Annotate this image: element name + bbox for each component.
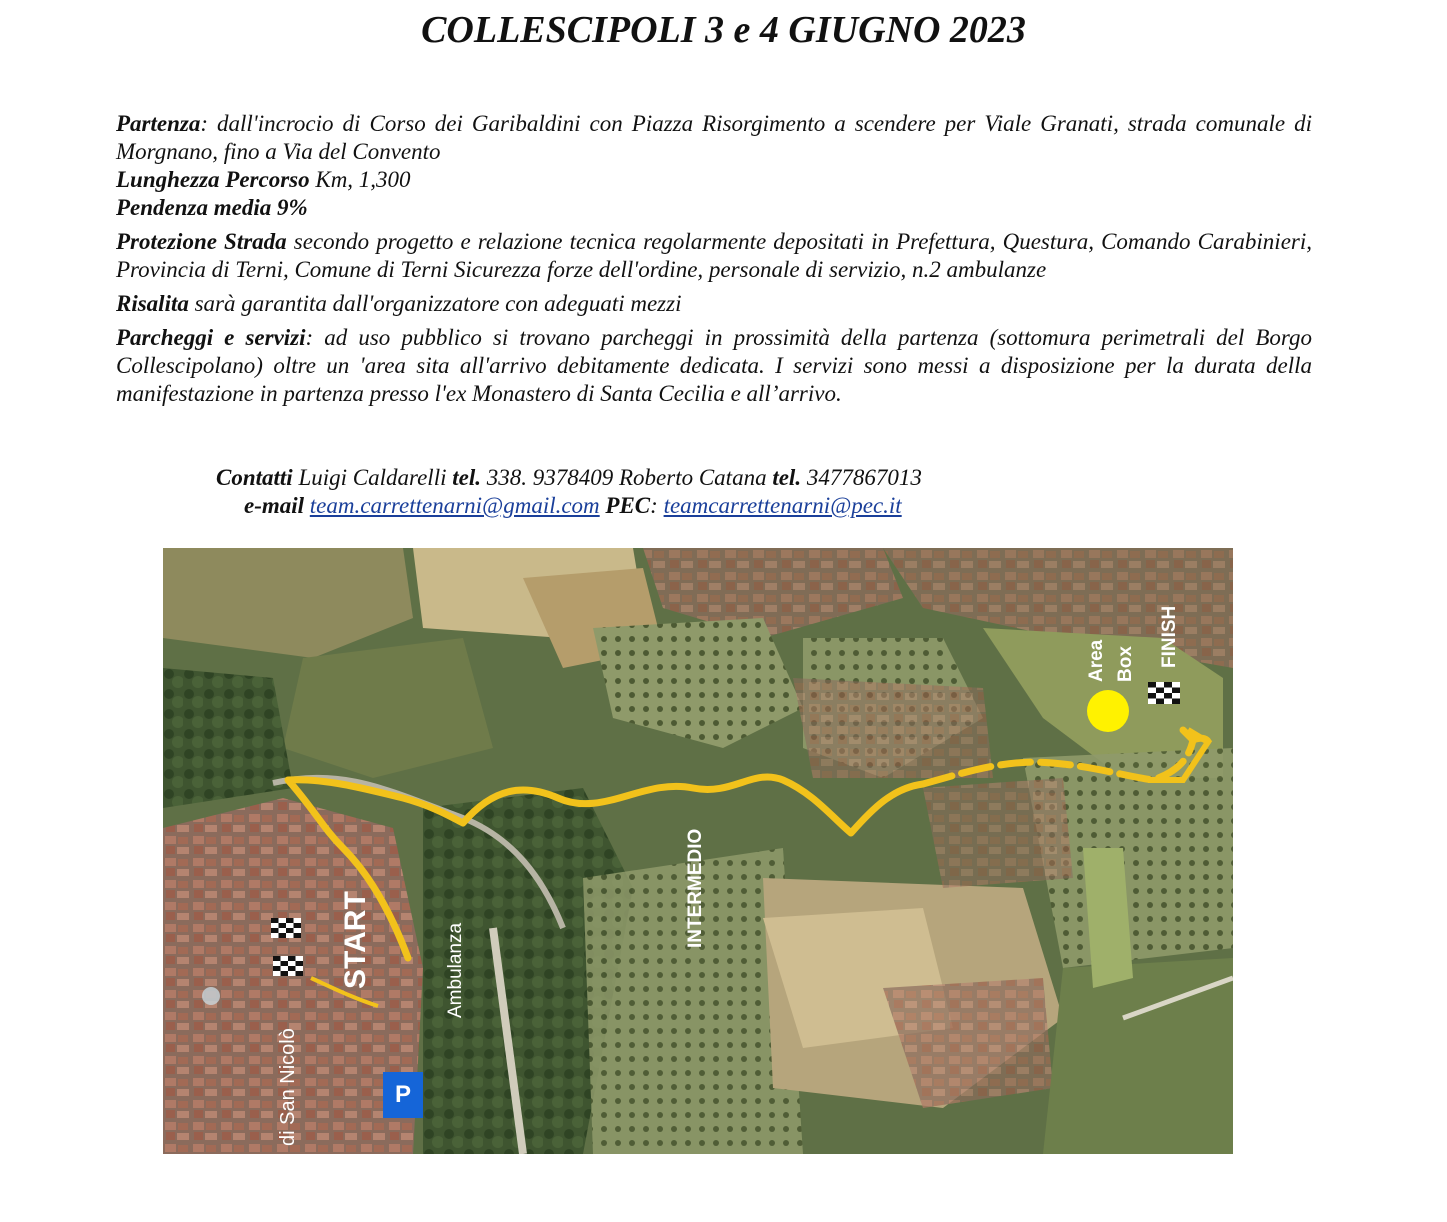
email-label: e-mail bbox=[244, 493, 305, 518]
risalita-paragraph bbox=[116, 290, 1312, 318]
email-link[interactable]: team.carrettenarni@gmail.com bbox=[309, 493, 600, 518]
contact-phone1: 338. 9378409 Roberto Catana bbox=[480, 465, 773, 490]
finish-flag-icon bbox=[1148, 682, 1180, 704]
contacts-line-email bbox=[216, 492, 922, 520]
intermedio-label: INTERMEDIO bbox=[685, 828, 706, 948]
protezione-text: secondo progetto e relazione tecnica regolarmente depositati in Prefettura, Questura, Comando Carabinieri, Provincia di Terni, Comune di Terni Sicurezza forze dell'ordine, personale di servizio, n.2 ambulanze bbox=[116, 229, 1313, 282]
contact-person1: Luigi Caldarelli bbox=[292, 465, 453, 490]
partenza-paragraph bbox=[116, 110, 1312, 166]
tel-label-1: tel. bbox=[452, 465, 481, 490]
pec-link[interactable]: teamcarrettenarni@pec.it bbox=[663, 493, 902, 518]
risalita-text: sarà garantita dall'organizzatore con adeguati mezzi bbox=[188, 291, 682, 316]
parcheggi-label: Parcheggi e servizi bbox=[116, 325, 306, 350]
contact-phone2: 3477867013 bbox=[801, 465, 922, 490]
street-label: di San Nicolò bbox=[277, 1028, 299, 1146]
pendenza-label: Pendenza media 9% bbox=[116, 195, 308, 220]
start-flag-icon bbox=[271, 918, 301, 938]
pendenza-paragraph bbox=[116, 194, 1312, 222]
protezione-paragraph bbox=[116, 228, 1312, 284]
contatti-label: Contatti bbox=[216, 465, 293, 490]
lunghezza-paragraph bbox=[116, 166, 1312, 194]
box-label: Box bbox=[1115, 646, 1136, 682]
protezione-label: Protezione Strada bbox=[116, 229, 287, 254]
pec-separator: : bbox=[650, 493, 664, 518]
lunghezza-text: Km, 1,300 bbox=[309, 167, 411, 192]
start-label: START bbox=[339, 891, 372, 989]
finish-label: FINISH bbox=[1159, 605, 1180, 668]
area-box-marker-icon bbox=[1087, 690, 1129, 732]
race-info bbox=[116, 110, 1312, 408]
start-flag-icon-2 bbox=[273, 956, 303, 976]
parking-icon: P bbox=[383, 1072, 423, 1118]
partenza-label: Partenza bbox=[116, 111, 201, 136]
tel-label-2: tel. bbox=[772, 465, 802, 490]
partenza-text: : dall'incrocio di Corso dei Garibaldini con Piazza Risorgimento a scendere per Viale Granati, strada comunale di Morgnano, fino a Via del Convento bbox=[116, 111, 1312, 164]
route-map bbox=[163, 548, 1233, 1154]
lunghezza-label: Lunghezza Percorso bbox=[116, 167, 310, 192]
contacts-line-phones bbox=[216, 464, 922, 492]
risalita-label: Risalita bbox=[116, 291, 189, 316]
pec-label: PEC bbox=[605, 493, 651, 518]
contacts bbox=[216, 464, 922, 520]
area-label: Area bbox=[1086, 639, 1107, 682]
parcheggi-paragraph bbox=[116, 324, 1312, 408]
parcheggi-text: : ad uso pubblico si trovano parcheggi in prossimità della partenza (sottomura perimetrali del Borgo Collescipolano) oltre un 'area sita all'arrivo debitamente dedicata. I servizi sono messi a disposizione per la durata della manifestazione in partenza presso l'ex Monastero di Santa Cecilia e all’arrivo. bbox=[116, 325, 1312, 406]
page-title: COLLESCIPOLI 3 e 4 GIUGNO 2023 bbox=[421, 9, 1026, 51]
ambulanza-label: Ambulanza bbox=[445, 922, 466, 1018]
